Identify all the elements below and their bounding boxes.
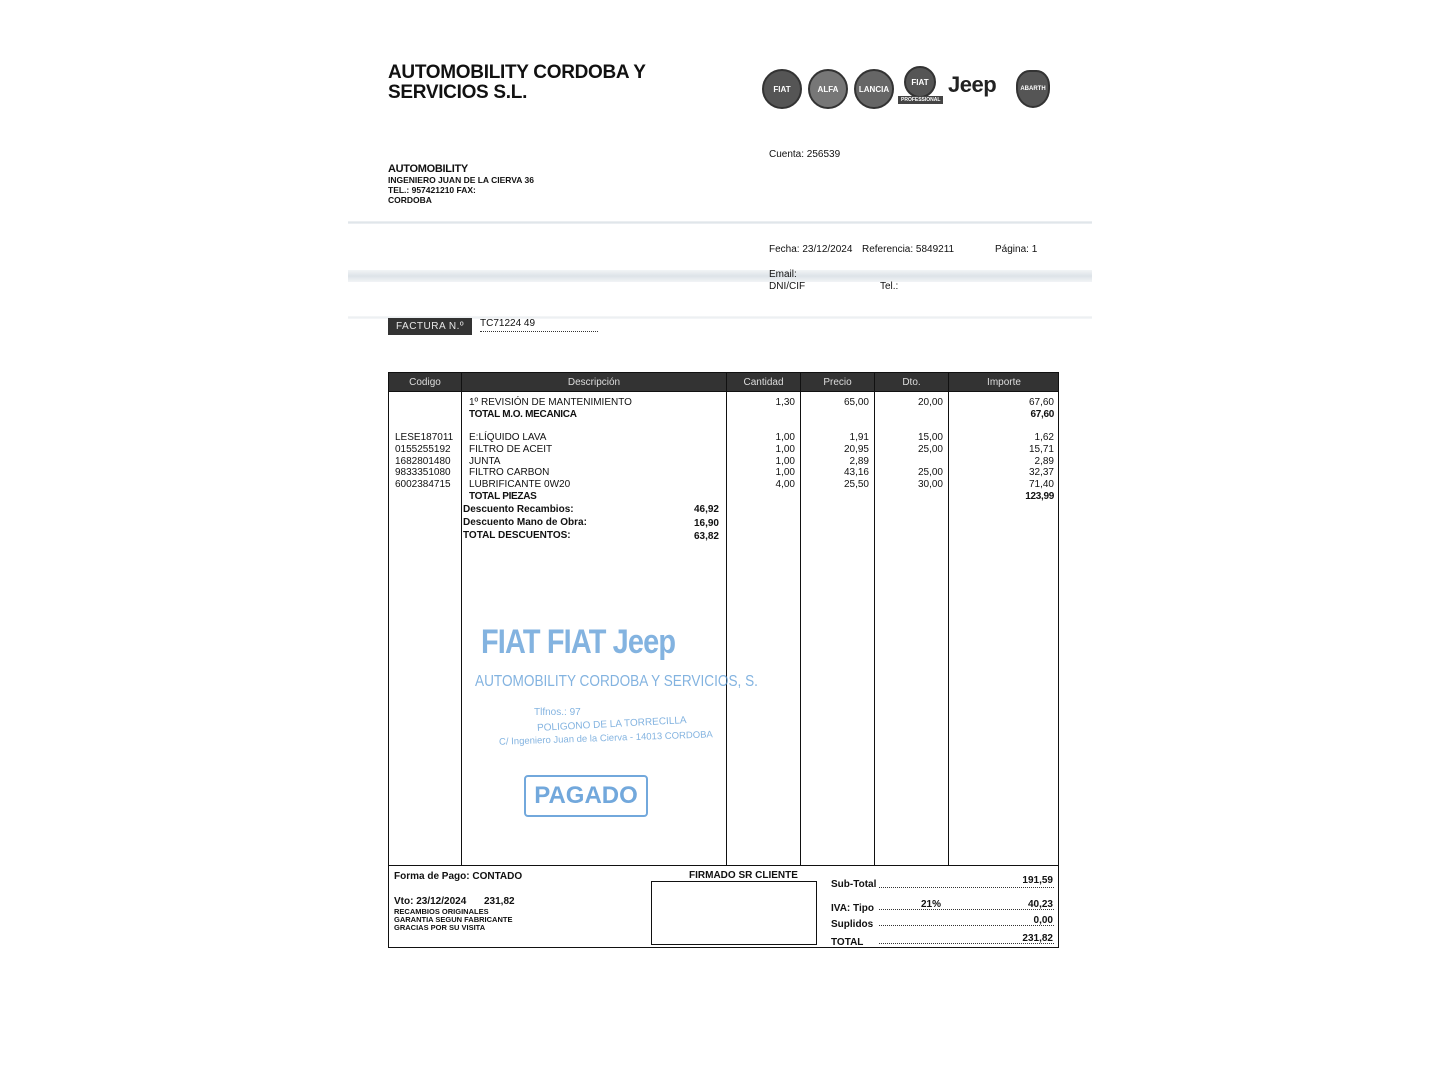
row-8-desc: TOTAL PIEZAS — [469, 490, 537, 502]
header-importe: Importe — [987, 377, 1021, 388]
email-label: Email: — [769, 269, 797, 280]
stamp-brands: FIAT FIAT Jeep — [481, 623, 676, 661]
row-3-importe: 1,62 — [1034, 432, 1054, 444]
stamp-company: AUTOMOBILITY CORDOBA Y SERVICIOS, S. — [475, 673, 758, 690]
note-thanks: GRACIAS POR SU VISITA — [394, 923, 486, 932]
row-7-codigo: 6002384715 — [395, 478, 451, 490]
table-header — [389, 373, 1058, 391]
row-6-cant: 1,00 — [775, 467, 795, 479]
row-3-desc: E:LÍQUIDO LAVA — [469, 432, 547, 444]
due-amount: 231,82 — [484, 896, 515, 907]
stamp-phones: Tlfnos.: 97 — [534, 707, 581, 718]
row-4-precio: 20,95 — [843, 443, 869, 455]
total-label: TOTAL — [831, 937, 864, 948]
sender-name: AUTOMOBILITY — [388, 163, 468, 175]
stamp-street: C/ Ingeniero Juan de la Cierva - 14013 CORDOBA — [498, 729, 713, 748]
row-0-importe: 67,60 — [1028, 397, 1054, 408]
row-0-dto: 20,00 — [917, 397, 943, 408]
suplidos-value: 0,00 — [1033, 915, 1053, 926]
header-cantidad: Cantidad — [743, 377, 784, 388]
row-0-cant: 1,30 — [775, 397, 795, 408]
company-line-1: AUTOMOBILITY CORDOBA Y — [388, 62, 646, 83]
row-7-cant: 4,00 — [775, 478, 795, 490]
sender-address: INGENIERO JUAN DE LA CIERVA 36 — [388, 175, 534, 185]
signature-label: FIRMADO SR CLIENTE — [689, 870, 798, 881]
lancia-logo: LANCIA — [854, 69, 894, 109]
total-discounts-label: TOTAL DESCUENTOS: — [463, 530, 571, 541]
discount-recambios-value: 46,92 — [693, 504, 719, 515]
column-divider — [461, 373, 462, 865]
alfa-romeo-logo: ALFA — [808, 69, 848, 109]
header-precio: Precio — [823, 377, 852, 388]
factura-number: TC71224 49 — [480, 318, 598, 332]
factura-label: FACTURA N.º — [388, 318, 472, 335]
row-8-importe: 123,99 — [1025, 490, 1054, 502]
abarth-logo: ABARTH — [1016, 70, 1050, 108]
row-3-codigo: LESE187011 — [395, 432, 454, 444]
row-6-codigo: 9833351080 — [395, 467, 451, 479]
company-title — [388, 63, 646, 103]
total-discounts-value: 63,82 — [693, 531, 719, 542]
brand-logos — [760, 66, 1060, 110]
suplidos-label: Suplidos — [831, 919, 874, 930]
sender-phone: TEL.: 957421210 FAX: — [388, 185, 476, 195]
discount-recambios-label: Descuento Recambios: — [463, 504, 574, 515]
row-1-desc: TOTAL M.O. MECANICA — [469, 408, 577, 420]
scan-band — [348, 270, 1092, 282]
sender-city: CORDOBA — [388, 195, 432, 205]
dni-label: DNI/CIF — [769, 281, 806, 292]
row-4-dto: 25,00 — [917, 443, 943, 455]
row-5-cant: 1,00 — [775, 455, 795, 467]
account-number: Cuenta: 256539 — [769, 149, 841, 160]
subtotal-value: 191,59 — [1022, 875, 1053, 886]
row-7-precio: 25,50 — [843, 478, 869, 490]
row-1-importe: 67,60 — [1030, 408, 1054, 420]
header-divider — [389, 391, 1058, 392]
row-6-desc: FILTRO CARBON — [469, 467, 550, 479]
row-5-desc: JUNTA — [469, 455, 501, 467]
row-0-precio: 65,00 — [843, 397, 869, 408]
row-4-codigo: 0155255192 — [395, 443, 451, 455]
fiat-professional-logo: FIAT — [904, 66, 936, 98]
iva-rate: 21% — [921, 899, 942, 910]
iva-value: 40,23 — [1027, 899, 1053, 910]
subtotal-label: Sub-Total — [831, 879, 877, 890]
row-4-desc: FILTRO DE ACEIT — [469, 443, 553, 455]
page-number: Página: 1 — [995, 244, 1038, 255]
footer-divider — [389, 865, 1058, 866]
iva-label: IVA: Tipo — [831, 903, 874, 914]
invoice-table — [388, 372, 1059, 948]
row-7-importe: 71,40 — [1028, 478, 1054, 490]
row-5-importe: 2,89 — [1034, 455, 1054, 467]
jeep-logo: Jeep — [948, 72, 997, 97]
discount-mano-obra-label: Descuento Mano de Obra: — [463, 517, 587, 528]
invoice-reference: Referencia: 5849211 — [862, 244, 955, 255]
stamp-poligono: POLIGONO DE LA TORRECILLA — [536, 715, 687, 734]
discount-mano-obra-value: 16,90 — [693, 518, 719, 529]
row-6-importe: 32,37 — [1028, 467, 1054, 479]
row-5-precio: 2,89 — [849, 455, 869, 467]
scan-band — [348, 221, 1092, 224]
fiat-logo: FIAT — [762, 69, 802, 109]
invoice-date: Fecha: 23/12/2024 — [769, 244, 853, 255]
paid-stamp: PAGADO — [524, 775, 648, 817]
row-3-dto: 15,00 — [917, 432, 943, 444]
tel-label: Tel.: — [880, 281, 899, 292]
professional-label: PROFESSIONAL — [898, 96, 943, 104]
note-original-parts: RECAMBIOS ORIGINALES — [394, 907, 489, 916]
header-descripcion: Descripción — [567, 377, 621, 388]
header-codigo: Codigo — [409, 377, 441, 388]
row-6-dto: 25,00 — [917, 467, 943, 479]
row-4-importe: 15,71 — [1028, 443, 1054, 455]
due-date: Vto: 23/12/2024 — [394, 896, 467, 907]
row-0-desc: 1º REVISIÓN DE MANTENIMIENTO — [469, 397, 632, 408]
row-5-codigo: 1682801480 — [395, 455, 451, 467]
row-3-precio: 1,91 — [849, 432, 869, 444]
payment-method: Forma de Pago: CONTADO — [394, 871, 523, 882]
company-line-2: SERVICIOS S.L. — [388, 82, 528, 103]
total-value: 231,82 — [1022, 933, 1053, 944]
row-7-dto: 30,00 — [917, 478, 943, 490]
signature-box — [651, 881, 817, 945]
row-4-cant: 1,00 — [775, 443, 795, 455]
row-7-desc: LUBRIFICANTE 0W20 — [469, 478, 571, 490]
header-dto: Dto. — [902, 377, 921, 388]
row-3-cant: 1,00 — [775, 432, 795, 444]
footer-notes — [394, 908, 512, 932]
sender-block — [388, 163, 534, 205]
row-6-precio: 43,16 — [843, 467, 869, 479]
note-warranty: GARANTIA SEGUN FABRICANTE — [394, 915, 513, 924]
